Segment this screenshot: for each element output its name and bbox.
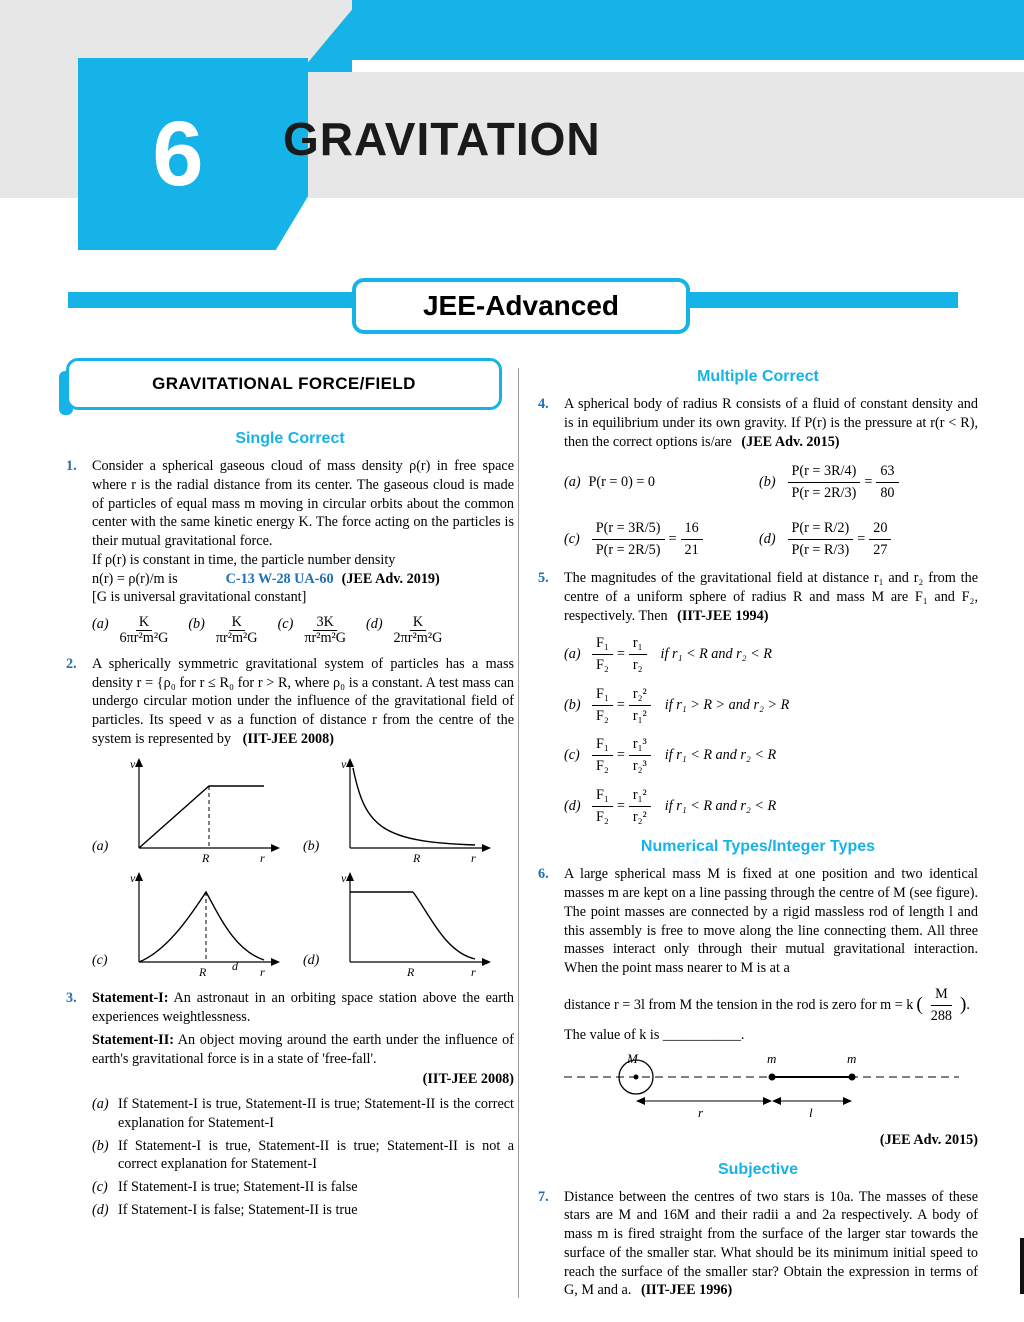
- page-edge-marker: [1020, 1238, 1024, 1294]
- question-3: [66, 989, 514, 1219]
- question-source: (IIT-JEE 1996): [640, 1282, 733, 1299]
- option-text: P(r = 0) = 0: [588, 474, 655, 491]
- option-denominator: P(r = R/3): [791, 541, 850, 558]
- svg-text:v: v: [341, 757, 347, 772]
- question-number: 6.: [538, 866, 549, 883]
- question-body-2: If ρ(r) is constant in time, the particle number density: [92, 551, 396, 568]
- statement-2-label: Statement-II:: [92, 1031, 174, 1048]
- chapter-number: 6: [152, 102, 204, 205]
- statement-2-text: An object moving around the earth under the influence of earth's gravitational force is in a state of 'free-fall'.: [92, 1031, 514, 1067]
- option-value-numerator: 16: [681, 518, 703, 540]
- option-condition: if r₁ > R > and r₂ > R: [664, 696, 790, 713]
- graph-d: [303, 870, 514, 980]
- option-text: If Statement-I is true, Statement-II is true; Statement-II is the correct explanation for Statement-I: [118, 1096, 514, 1131]
- option-c[interactable]: [92, 1178, 514, 1197]
- option-a[interactable]: (a) $\frac{\text{F₁}}{\text{F₂}}$ = $\frac{\text{r₁}}{\text{r₂}}$ if r₁ < R and r₂ < R: [564, 633, 978, 675]
- question-source: (IIT-JEE 2008): [242, 730, 334, 747]
- question-body: The magnitudes of the gravitational field at distance r₁ and r₂ from the centre of a uniform sphere of radius R and mass M are F₁ and F₂, respectively. Then: [564, 570, 978, 624]
- graph-d-plot: [325, 870, 495, 980]
- rhs-denominator: r₂: [632, 657, 643, 674]
- option-value-numerator: 63: [876, 461, 898, 483]
- option-d[interactable]: (d) $\frac{\text{F₁}}{\text{F₂}}$ = $\frac{\text{r₁²}}{\text{r₂²}}$ if r₁ < R and r₂ < R: [564, 785, 978, 827]
- lhs-denominator: F₂: [596, 707, 609, 724]
- graph-set: [92, 756, 514, 980]
- option-text: If Statement-I is true, Statement-II is true; Statement-II is not a correct explanation for Statement-I: [118, 1137, 514, 1173]
- svg-text:R: R: [198, 965, 206, 980]
- graph-label: (b): [303, 839, 320, 854]
- graph-label: (d): [303, 953, 320, 968]
- lhs-numerator: F₁: [592, 684, 613, 706]
- lhs-denominator: F₂: [596, 808, 609, 825]
- svg-text:m: m: [847, 1051, 857, 1067]
- question-source: (IIT-JEE 1994): [677, 607, 769, 624]
- graph-c-plot: [114, 870, 284, 980]
- right-column: [538, 358, 978, 1309]
- question-2: [66, 655, 514, 981]
- question-code: C-13 W-28 UA-60: [225, 570, 334, 587]
- option-label: (c): [92, 1179, 108, 1196]
- question-source: (JEE Adv. 2015): [879, 1131, 978, 1148]
- question-number: 4.: [538, 396, 549, 413]
- chapter-title: GRAVITATION: [283, 113, 601, 165]
- option-a[interactable]: [564, 473, 759, 492]
- rhs-numerator: r₁²: [629, 785, 651, 807]
- question-6: 6. A large spherical mass M is fixed at one position and two identical masses m are kept on a line passing through the centre of M (see figure). The point masses are connected by a rigid massless rod of length l and this assembly is free to move along the line connecting them. All three masses interact only through their mutual gravitational interaction. When the point mass nearer to M is at a distance r = 3l from M the tension in the rod is zero for m = k ( $\frac{M}{288}$ ) . The value of k is ___________. M m m r l (JEE Adv. 2015): [538, 866, 978, 1148]
- option-numerator: P(r = 3R/4): [788, 461, 861, 483]
- graph-b: [303, 756, 514, 866]
- subhead-single-correct: Single Correct: [235, 430, 345, 447]
- option-denominator: 2πr²m²G: [393, 629, 443, 646]
- svg-text:l: l: [809, 1105, 813, 1121]
- option-label: (d): [759, 530, 776, 547]
- option-condition: if r₁ < R and r₂ < R: [660, 646, 772, 663]
- option-label: (b): [92, 1137, 109, 1154]
- option-label: (b): [759, 474, 776, 491]
- question-4: [538, 395, 978, 560]
- k-denominator: 288: [930, 1007, 953, 1024]
- option-b[interactable]: [92, 1137, 514, 1174]
- option-numerator: P(r = 3R/5): [592, 518, 665, 540]
- question-5: [538, 569, 978, 827]
- option-label: (b): [564, 696, 581, 713]
- question-body-2: distance r = 3l from M the tension in the rod is zero for m = k: [564, 996, 914, 1013]
- question-body: A large spherical mass M is fixed at one position and two identical masses m are kept on a line passing through the centre of M (see figure). The point masses are connected by a rigid massless rod of length l and this assembly is free to move along the line connecting them. All three masses interact only through their mutual gravitational interaction. When the point mass nearer to M is at a: [564, 866, 978, 977]
- option-a[interactable]: [92, 1095, 514, 1132]
- header-white-strip: [352, 60, 1024, 72]
- question-number: 3.: [66, 990, 77, 1007]
- lhs-numerator: F₁: [592, 633, 613, 655]
- option-c[interactable]: (c) $\frac{P(r = 3R/5)}{P(r = 2R/5)}$ = $\frac{16}{21}$: [564, 518, 759, 560]
- option-denominator: P(r = 2R/5): [595, 541, 661, 558]
- graph-label: (a): [92, 839, 109, 854]
- option-condition: if r₁ < R and r₂ < R: [664, 797, 777, 814]
- question-1: [66, 457, 514, 646]
- svg-text:r: r: [471, 851, 476, 866]
- lhs-numerator: F₁: [592, 785, 613, 807]
- svg-text:M: M: [627, 1051, 638, 1067]
- option-a[interactable]: [92, 615, 174, 646]
- option-c[interactable]: [278, 615, 352, 646]
- option-value-denominator: 21: [684, 541, 699, 558]
- option-denominator: P(r = 2R/3): [791, 485, 857, 502]
- svg-text:v: v: [341, 871, 347, 886]
- option-b[interactable]: (b) $\frac{P(r = 3R/4)}{P(r = 2R/3)}$ = $\frac{63}{80}$: [759, 461, 903, 503]
- svg-text:d: d: [231, 959, 238, 974]
- option-text: If Statement-I is false; Statement-II is true: [118, 1201, 358, 1218]
- question-body-2-post: .: [966, 996, 970, 1013]
- option-label: (a): [564, 646, 581, 663]
- option-label: (a): [564, 474, 581, 491]
- option-denominator: πr²m²G: [215, 629, 258, 646]
- option-label: (a): [92, 1096, 109, 1113]
- graph-a-plot: [114, 756, 284, 866]
- option-label: (d): [564, 797, 581, 814]
- column-divider: [518, 368, 519, 1298]
- question-number: 5.: [538, 570, 549, 587]
- subhead-subjective: Subjective: [717, 1160, 799, 1178]
- rhs-numerator: r₁³: [629, 734, 651, 756]
- option-d[interactable]: [92, 1201, 514, 1220]
- option-numerator: K: [229, 615, 245, 631]
- lhs-numerator: F₁: [592, 734, 613, 756]
- graph-c: [92, 870, 303, 980]
- option-d[interactable]: [366, 615, 448, 646]
- svg-text:v: v: [129, 871, 135, 886]
- question-number: 7.: [538, 1188, 549, 1205]
- option-text: If Statement-I is true; Statement-II is false: [118, 1179, 358, 1196]
- left-column: [66, 358, 514, 1229]
- question-body-3: The value of k is ___________.: [564, 1027, 745, 1044]
- lhs-denominator: F₂: [596, 758, 609, 775]
- rhs-numerator: r₁: [629, 633, 647, 655]
- option-b[interactable]: (b) $\frac{\text{F₁}}{\text{F₂}}$ = $\frac{\text{r₂²}}{\text{r₁²}}$ if r₁ > R > and r₂ > R: [564, 684, 978, 726]
- lhs-denominator: F₂: [596, 657, 609, 674]
- svg-text:R: R: [202, 851, 210, 866]
- exam-banner: [0, 278, 1024, 326]
- question-source: (IIT-JEE 2008): [422, 1071, 514, 1088]
- question-body-3: n(r) = ρ(r)/m is: [92, 570, 178, 587]
- option-numerator: P(r = R/2): [788, 518, 854, 540]
- k-numerator: M: [931, 984, 952, 1006]
- option-condition: if r₁ < R and r₂ < R: [664, 747, 777, 764]
- option-value-denominator: 80: [880, 485, 895, 502]
- option-label: (c): [564, 747, 580, 764]
- svg-text:v: v: [130, 757, 136, 772]
- rhs-denominator: r₂³: [632, 758, 647, 775]
- question-7: [538, 1188, 978, 1300]
- exam-name: JEE-Advanced: [352, 278, 690, 334]
- graph-label: (c): [92, 953, 108, 968]
- section-title: GRAVITATIONAL FORCE/FIELD: [66, 358, 502, 410]
- svg-text:r: r: [698, 1105, 704, 1121]
- rhs-denominator: r₂²: [632, 808, 647, 825]
- option-numerator: K: [136, 615, 152, 631]
- question-number: 2.: [66, 655, 77, 672]
- svg-text:R: R: [407, 965, 415, 980]
- option-numerator: 3K: [313, 615, 336, 631]
- svg-text:R: R: [413, 851, 421, 866]
- option-denominator: πr²m²G: [304, 629, 346, 646]
- svg-text:r: r: [260, 851, 265, 866]
- statement-1-label: Statement-I:: [92, 990, 169, 1007]
- subhead-multiple-correct: Multiple Correct: [697, 368, 819, 385]
- rhs-denominator: r₁²: [632, 707, 647, 724]
- option-value-numerator: 20: [869, 518, 891, 540]
- question-number: 1.: [66, 458, 77, 475]
- option-label: (d): [366, 615, 383, 632]
- option-label: (a): [92, 615, 109, 632]
- option-b[interactable]: [188, 615, 263, 646]
- question-source: (JEE Adv. 2015): [741, 433, 840, 450]
- graph-a: [92, 756, 303, 866]
- option-d[interactable]: (d) $\frac{P(r = R/2)}{P(r = R/3)}$ = $\frac{20}{27}$: [759, 518, 895, 560]
- statement-1-text: An astronaut in an orbiting space station above the earth experiences weightlessness.: [92, 990, 514, 1026]
- page-header: [0, 0, 1024, 225]
- option-label: (d): [92, 1201, 109, 1218]
- option-denominator: 6πr²m²G: [119, 629, 169, 646]
- question-body: Consider a spherical gaseous cloud of mass density ρ(r) in free space where r is the radial distance from its center. The gaseous cloud is made of particles of equal mass m moving in circular orbits about the common center with the same kinetic energy K. The force acting on the particles is their mutual gravitational force.: [92, 458, 514, 550]
- question-note: [G is universal gravitational constant]: [92, 589, 307, 606]
- question-body: Distance between the centres of two stars is 10a. The masses of these stars are M and 16M and their radii a and 2a respectively. A body of mass m is fired straight from the surface of the larger star towards the surface of the smaller star. What should be its minimum initial speed to reach the surface of the smaller star? Obtain the expression in terms of G, M and a.: [564, 1188, 978, 1299]
- svg-text:m: m: [767, 1051, 777, 1067]
- option-numerator: K: [410, 615, 426, 631]
- subhead-numerical-types: Numerical Types/Integer Types: [640, 838, 876, 856]
- graph-b-plot: [325, 756, 495, 866]
- svg-text:r: r: [259, 965, 265, 980]
- question-body: A spherical body of radius R consists of a fluid of constant density and is in equilibrium under its own gravity. If P(r) is the pressure at r(r < R), then the correct options is/are: [564, 396, 978, 450]
- svg-text:r: r: [471, 965, 476, 980]
- option-label: (c): [277, 615, 294, 632]
- option-c[interactable]: (c) $\frac{\text{F₁}}{\text{F₂}}$ = $\frac{\text{r₁³}}{\text{r₂³}}$ if r₁ < R and r₂ < R: [564, 734, 978, 776]
- question-body: A spherically symmetric gravitational system of particles has a mass density r = {ρ₀ for r ≤ R₀ for r > R, where ρ₀ is a constant. A test mass can undergo circular motion under the influence of the gravitational field of particles. Its speed v as a function of distance r from the centre of the system is represented by: [92, 655, 514, 747]
- option-label: (b): [188, 615, 205, 632]
- rhs-numerator: r₂²: [629, 684, 651, 706]
- option-value-denominator: 27: [873, 541, 888, 558]
- option-label: (c): [564, 530, 580, 547]
- question-6-figure: [564, 1051, 978, 1149]
- question-source: (JEE Adv. 2019): [341, 570, 440, 587]
